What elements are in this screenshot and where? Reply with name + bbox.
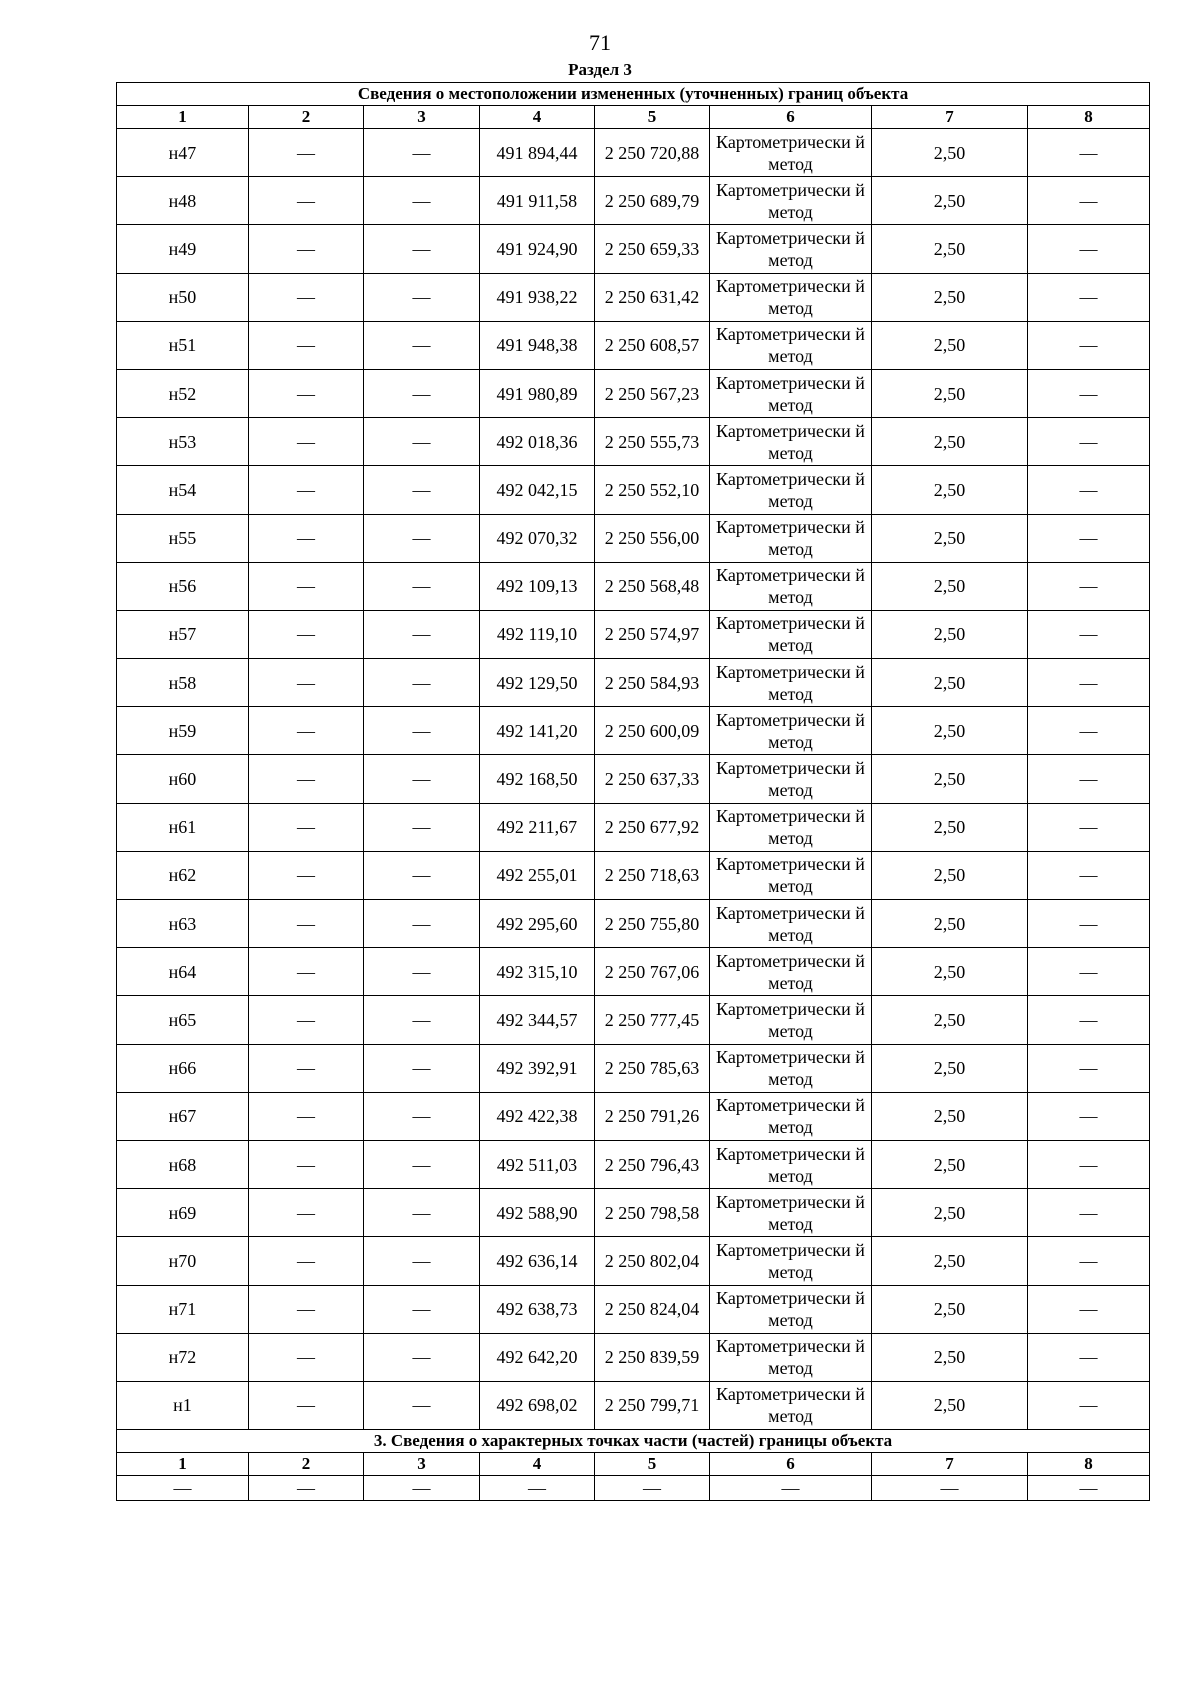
table-cell: н62: [117, 851, 249, 899]
table-cell: —: [364, 948, 480, 996]
table-cell: —: [1028, 129, 1150, 177]
table-cell: н66: [117, 1044, 249, 1092]
table-cell: —: [249, 1189, 364, 1237]
column-number-cell: 7: [872, 106, 1028, 129]
column-number-cell: 5: [595, 106, 710, 129]
table-cell: —: [1028, 610, 1150, 658]
table-cell: —: [364, 996, 480, 1044]
table-cell: 2,50: [872, 851, 1028, 899]
table-cell: —: [364, 610, 480, 658]
table-cell: 2,50: [872, 1189, 1028, 1237]
table-cell: —: [1028, 1189, 1150, 1237]
table-cell: —: [364, 1044, 480, 1092]
table-cell: —: [1028, 1044, 1150, 1092]
table-row: [117, 273, 1150, 321]
table-cell: Картометрически й метод: [710, 273, 872, 321]
table-cell: Картометрически й метод: [710, 1092, 872, 1140]
table-cell: 2 250 584,93: [595, 659, 710, 707]
table-row: [117, 1381, 1150, 1429]
table-cell: —: [249, 418, 364, 466]
table-cell: —: [364, 1189, 480, 1237]
table-cell: —: [1028, 1381, 1150, 1429]
table-cell: 2 250 718,63: [595, 851, 710, 899]
table-cell: 2 250 568,48: [595, 562, 710, 610]
table-row: [117, 562, 1150, 610]
table-cell: —: [364, 129, 480, 177]
table-cell: н57: [117, 610, 249, 658]
table-cell: н70: [117, 1237, 249, 1285]
table-cell: 492 119,10: [480, 610, 595, 658]
table-cell: —: [249, 514, 364, 562]
table-cell: 2,50: [872, 225, 1028, 273]
table-cell: —: [1028, 707, 1150, 755]
table-cell: 2 250 659,33: [595, 225, 710, 273]
table-cell: Картометрически й метод: [710, 755, 872, 803]
table-cell: 492 392,91: [480, 1044, 595, 1092]
column-number-cell: 6: [710, 106, 872, 129]
table-cell: —: [1028, 996, 1150, 1044]
table-cell: н58: [117, 659, 249, 707]
table-cell: 2 250 824,04: [595, 1285, 710, 1333]
table-cell: —: [249, 996, 364, 1044]
table-cell: 2,50: [872, 1092, 1028, 1140]
table-cell: —: [364, 1092, 480, 1140]
table-cell: 2 250 785,63: [595, 1044, 710, 1092]
table-cell: —: [364, 1237, 480, 1285]
table-cell: 492 042,15: [480, 466, 595, 514]
table-cell: 2,50: [872, 562, 1028, 610]
table-row: [117, 1140, 1150, 1188]
table-row: [117, 1092, 1150, 1140]
table-cell: —: [595, 1476, 710, 1501]
table-cell: —: [1028, 418, 1150, 466]
table-cell: —: [1028, 1476, 1150, 1501]
table-cell: 2,50: [872, 1237, 1028, 1285]
table-cell: 2 250 839,59: [595, 1333, 710, 1381]
table-cell: 492 588,90: [480, 1189, 595, 1237]
table-cell: 492 141,20: [480, 707, 595, 755]
table-cell: н55: [117, 514, 249, 562]
column-number-cell: 3: [364, 1453, 480, 1476]
table-cell: 2,50: [872, 659, 1028, 707]
table-cell: н72: [117, 1333, 249, 1381]
table-row: [117, 803, 1150, 851]
table-cell: Картометрически й метод: [710, 418, 872, 466]
table2-column-numbers-row: [117, 1453, 1150, 1476]
table-cell: Картометрически й метод: [710, 562, 872, 610]
table-row: [117, 1189, 1150, 1237]
table-row: [117, 1044, 1150, 1092]
table-cell: н59: [117, 707, 249, 755]
table-cell: Картометрически й метод: [710, 177, 872, 225]
table-cell: н71: [117, 1285, 249, 1333]
table-cell: н1: [117, 1381, 249, 1429]
table-cell: 492 315,10: [480, 948, 595, 996]
table-cell: 2,50: [872, 948, 1028, 996]
table-cell: 492 018,36: [480, 418, 595, 466]
table-cell: —: [364, 225, 480, 273]
table-cell: —: [364, 177, 480, 225]
table-cell: —: [1028, 659, 1150, 707]
table-cell: —: [249, 755, 364, 803]
table-cell: 2 250 796,43: [595, 1140, 710, 1188]
section-title: Раздел 3: [568, 60, 632, 79]
table-cell: —: [364, 707, 480, 755]
table-row: [117, 996, 1150, 1044]
table-cell: 2 250 798,58: [595, 1189, 710, 1237]
table-cell: 2,50: [872, 1044, 1028, 1092]
table-cell: —: [364, 900, 480, 948]
table-row: [117, 900, 1150, 948]
table-cell: 491 911,58: [480, 177, 595, 225]
table-row: [117, 1333, 1150, 1381]
table-row: [117, 659, 1150, 707]
table-cell: 2 250 608,57: [595, 321, 710, 369]
table-cell: Картометрически й метод: [710, 948, 872, 996]
table-cell: 2,50: [872, 1140, 1028, 1188]
table-cell: 2 250 791,26: [595, 1092, 710, 1140]
table-cell: 2,50: [872, 514, 1028, 562]
table-cell: н56: [117, 562, 249, 610]
table-cell: Картометрически й метод: [710, 225, 872, 273]
table-cell: —: [249, 1476, 364, 1501]
table-cell: 491 894,44: [480, 129, 595, 177]
table-row: [117, 514, 1150, 562]
table-cell: —: [249, 1381, 364, 1429]
table-cell: 491 938,22: [480, 273, 595, 321]
table-cell: 2 250 567,23: [595, 369, 710, 417]
table-cell: н47: [117, 129, 249, 177]
table2-caption: [117, 1430, 1150, 1453]
column-number-cell: 2: [249, 106, 364, 129]
table-cell: —: [1028, 1285, 1150, 1333]
table-cell: Картометрически й метод: [710, 369, 872, 417]
column-number-cell: 6: [710, 1453, 872, 1476]
table-caption-text: Сведения о местоположении измененных (уточненных) границ объекта: [117, 83, 1150, 106]
table-cell: —: [249, 948, 364, 996]
table-row: [117, 1285, 1150, 1333]
table-cell: н65: [117, 996, 249, 1044]
table-cell: —: [1028, 755, 1150, 803]
table2-caption-text: 3. Сведения о характерных точках части (частей) границы объекта: [117, 1430, 1150, 1453]
table-cell: 2 250 574,97: [595, 610, 710, 658]
table-cell: 2,50: [872, 129, 1028, 177]
table-cell: 492 255,01: [480, 851, 595, 899]
table-cell: Картометрически й метод: [710, 851, 872, 899]
table-cell: —: [249, 1092, 364, 1140]
table-cell: 2,50: [872, 900, 1028, 948]
table-cell: 492 168,50: [480, 755, 595, 803]
coordinates-table: [116, 82, 1150, 1501]
table-cell: —: [249, 1285, 364, 1333]
table-cell: —: [710, 1476, 872, 1501]
table-cell: н50: [117, 273, 249, 321]
column-number-cell: 8: [1028, 1453, 1150, 1476]
table-cell: —: [364, 321, 480, 369]
table-cell: —: [249, 659, 364, 707]
table-cell: —: [364, 562, 480, 610]
table-cell: —: [364, 514, 480, 562]
table-cell: —: [364, 273, 480, 321]
table-cell: —: [364, 1381, 480, 1429]
table-cell: Картометрически й метод: [710, 610, 872, 658]
table-cell: 491 924,90: [480, 225, 595, 273]
table-row: [117, 1237, 1150, 1285]
table-cell: —: [249, 466, 364, 514]
table-cell: Картометрически й метод: [710, 1381, 872, 1429]
table-cell: 2 250 600,09: [595, 707, 710, 755]
table-cell: 491 980,89: [480, 369, 595, 417]
table-cell: —: [1028, 1092, 1150, 1140]
table-cell: 2 250 555,73: [595, 418, 710, 466]
table-cell: 2,50: [872, 996, 1028, 1044]
table-cell: —: [1028, 225, 1150, 273]
table-cell: 2,50: [872, 1285, 1028, 1333]
table-cell: 2 250 631,42: [595, 273, 710, 321]
table-cell: —: [249, 803, 364, 851]
table-cell: Картометрически й метод: [710, 900, 872, 948]
table-row: [117, 418, 1150, 466]
table-cell: Картометрически й метод: [710, 1044, 872, 1092]
table-cell: —: [249, 1237, 364, 1285]
table-cell: 2,50: [872, 321, 1028, 369]
column-numbers-row: [117, 106, 1150, 129]
table-cell: —: [249, 369, 364, 417]
table-caption: [117, 83, 1150, 106]
table-cell: —: [364, 803, 480, 851]
table-row: [117, 851, 1150, 899]
table-cell: 2 250 777,45: [595, 996, 710, 1044]
table-cell: —: [249, 851, 364, 899]
table-cell: 2 250 755,80: [595, 900, 710, 948]
table-cell: 492 636,14: [480, 1237, 595, 1285]
table-cell: —: [249, 1140, 364, 1188]
table-cell: 2,50: [872, 418, 1028, 466]
table-cell: н53: [117, 418, 249, 466]
table-cell: Картометрически й метод: [710, 1237, 872, 1285]
column-number-cell: 5: [595, 1453, 710, 1476]
table-cell: 2 250 677,92: [595, 803, 710, 851]
table-cell: 2 250 689,79: [595, 177, 710, 225]
table-cell: Картометрически й метод: [710, 1189, 872, 1237]
table-cell: 2,50: [872, 803, 1028, 851]
table-row: [117, 466, 1150, 514]
table-cell: —: [1028, 803, 1150, 851]
table-cell: н54: [117, 466, 249, 514]
table-cell: н63: [117, 900, 249, 948]
table-cell: 2 250 799,71: [595, 1381, 710, 1429]
table-cell: —: [1028, 1140, 1150, 1188]
table-cell: 492 698,02: [480, 1381, 595, 1429]
table-cell: —: [1028, 851, 1150, 899]
table-cell: 492 211,67: [480, 803, 595, 851]
column-number-cell: 4: [480, 106, 595, 129]
table-cell: —: [249, 1044, 364, 1092]
table-cell: —: [1028, 1237, 1150, 1285]
table-cell: 2,50: [872, 1333, 1028, 1381]
table-cell: —: [249, 273, 364, 321]
table-cell: —: [249, 225, 364, 273]
column-number-cell: 2: [249, 1453, 364, 1476]
table-row: [117, 610, 1150, 658]
column-number-cell: 3: [364, 106, 480, 129]
table-cell: 491 948,38: [480, 321, 595, 369]
table-cell: —: [872, 1476, 1028, 1501]
table-cell: 492 129,50: [480, 659, 595, 707]
table-row: [117, 225, 1150, 273]
table-cell: Картометрически й метод: [710, 129, 872, 177]
table-cell: 492 295,60: [480, 900, 595, 948]
table-cell: 2 250 556,00: [595, 514, 710, 562]
table-cell: —: [1028, 900, 1150, 948]
table-cell: 2,50: [872, 610, 1028, 658]
table-row: [117, 707, 1150, 755]
table-cell: —: [1028, 562, 1150, 610]
column-number-cell: 8: [1028, 106, 1150, 129]
table-cell: —: [249, 129, 364, 177]
table-cell: —: [364, 1333, 480, 1381]
table-cell: —: [249, 321, 364, 369]
table-cell: 492 109,13: [480, 562, 595, 610]
table-cell: 2 250 802,04: [595, 1237, 710, 1285]
table-cell: —: [249, 610, 364, 658]
table-cell: 2,50: [872, 466, 1028, 514]
table-cell: —: [364, 418, 480, 466]
table-cell: —: [1028, 321, 1150, 369]
table-row: [117, 177, 1150, 225]
table-cell: 492 344,57: [480, 996, 595, 1044]
table-cell: н61: [117, 803, 249, 851]
table-cell: н49: [117, 225, 249, 273]
table-cell: Картометрически й метод: [710, 803, 872, 851]
table-cell: Картометрически й метод: [710, 1140, 872, 1188]
table-cell: —: [249, 1333, 364, 1381]
table-cell: —: [364, 755, 480, 803]
table-cell: —: [364, 1285, 480, 1333]
page-number: 71: [589, 30, 611, 55]
table-cell: н64: [117, 948, 249, 996]
table-cell: 2,50: [872, 369, 1028, 417]
table-cell: —: [1028, 177, 1150, 225]
table-cell: н60: [117, 755, 249, 803]
table-cell: —: [364, 1140, 480, 1188]
table-cell: 492 642,20: [480, 1333, 595, 1381]
table-cell: н68: [117, 1140, 249, 1188]
table-cell: —: [480, 1476, 595, 1501]
table-cell: —: [364, 851, 480, 899]
table-cell: —: [1028, 948, 1150, 996]
table-cell: —: [1028, 514, 1150, 562]
table-row: [117, 755, 1150, 803]
column-number-cell: 1: [117, 106, 249, 129]
table-cell: н67: [117, 1092, 249, 1140]
table-row: [117, 369, 1150, 417]
table-row: [117, 948, 1150, 996]
column-number-cell: 4: [480, 1453, 595, 1476]
table-cell: 492 511,03: [480, 1140, 595, 1188]
table-cell: н51: [117, 321, 249, 369]
table-cell: —: [249, 177, 364, 225]
table-cell: 2 250 720,88: [595, 129, 710, 177]
table-cell: —: [364, 1476, 480, 1501]
table-cell: —: [249, 900, 364, 948]
table-cell: 2,50: [872, 755, 1028, 803]
table-row: [117, 1476, 1150, 1501]
table-cell: Картометрически й метод: [710, 514, 872, 562]
column-number-cell: 1: [117, 1453, 249, 1476]
table-cell: н48: [117, 177, 249, 225]
table-cell: 2,50: [872, 1381, 1028, 1429]
table-cell: 2 250 552,10: [595, 466, 710, 514]
table-cell: —: [249, 562, 364, 610]
table-cell: н69: [117, 1189, 249, 1237]
table-cell: 2,50: [872, 177, 1028, 225]
table-cell: Картометрически й метод: [710, 466, 872, 514]
table-cell: —: [1028, 369, 1150, 417]
table-cell: 492 422,38: [480, 1092, 595, 1140]
table-cell: —: [1028, 466, 1150, 514]
table-cell: 492 638,73: [480, 1285, 595, 1333]
table-cell: 2,50: [872, 273, 1028, 321]
table-cell: Картометрически й метод: [710, 321, 872, 369]
table-cell: —: [364, 466, 480, 514]
table-cell: н52: [117, 369, 249, 417]
table-cell: Картометрически й метод: [710, 707, 872, 755]
table-cell: Картометрически й метод: [710, 659, 872, 707]
table-cell: 2 250 637,33: [595, 755, 710, 803]
table-cell: 2,50: [872, 707, 1028, 755]
table-row: [117, 321, 1150, 369]
table-cell: —: [117, 1476, 249, 1501]
table-cell: Картометрически й метод: [710, 1333, 872, 1381]
table-cell: Картометрически й метод: [710, 1285, 872, 1333]
table-cell: 2 250 767,06: [595, 948, 710, 996]
table-cell: —: [364, 369, 480, 417]
table-row: [117, 129, 1150, 177]
table-cell: —: [364, 659, 480, 707]
table-cell: —: [1028, 1333, 1150, 1381]
table-cell: 492 070,32: [480, 514, 595, 562]
column-number-cell: 7: [872, 1453, 1028, 1476]
table-cell: —: [1028, 273, 1150, 321]
table-cell: Картометрически й метод: [710, 996, 872, 1044]
table-cell: —: [249, 707, 364, 755]
